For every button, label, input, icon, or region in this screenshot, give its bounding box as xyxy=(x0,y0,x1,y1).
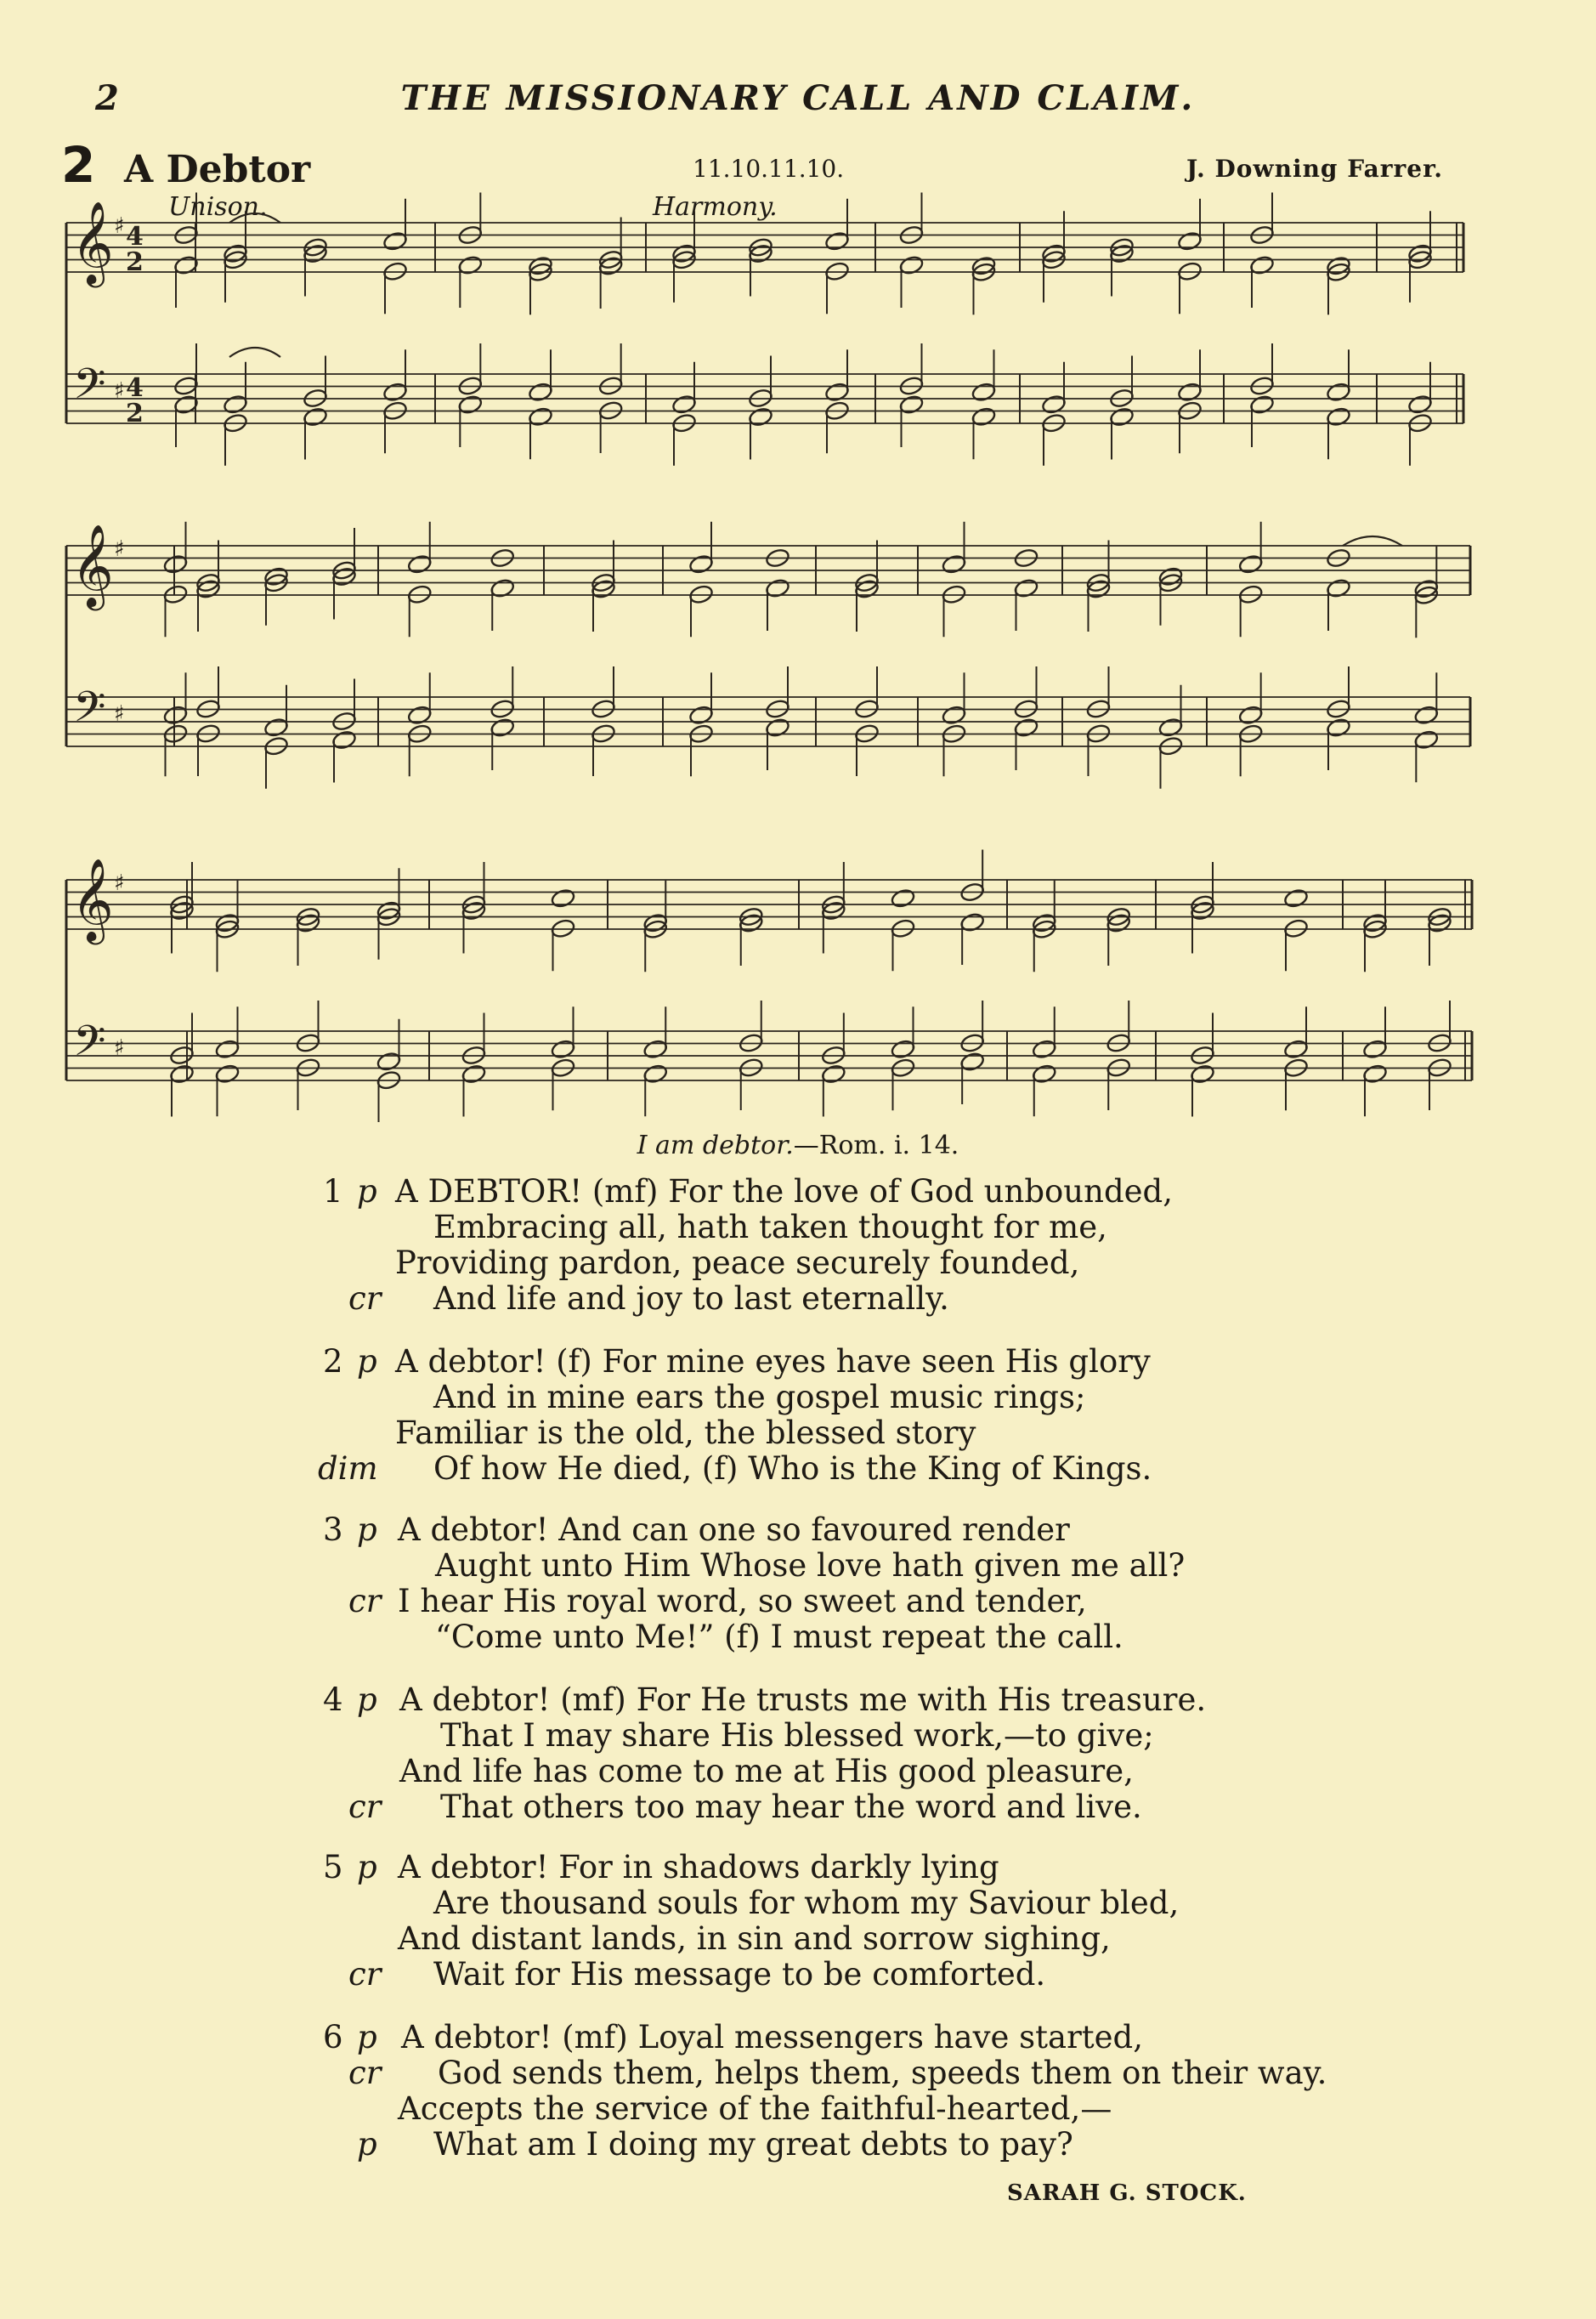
verse-line: And life and joy to last eternally. xyxy=(433,1280,949,1317)
harmony-marking: Harmony. xyxy=(653,192,778,222)
scripture-line xyxy=(0,1131,1596,1160)
verse-line: A debtor! (mf) Loyal messengers have started, xyxy=(401,2019,1143,2055)
verse-dynamic: p xyxy=(357,1849,377,1885)
svg-text:𝄢: 𝄢 xyxy=(73,683,106,742)
svg-text:♯: ♯ xyxy=(114,1035,125,1061)
verse-number: 6 xyxy=(323,2019,343,2055)
svg-text:𝄢: 𝄢 xyxy=(73,1017,106,1076)
verse-dynamic: p xyxy=(357,1681,377,1718)
verse-line: That I may share His blessed work,—to give; xyxy=(440,1717,1154,1754)
verse-line: A debtor! And can one so favoured render xyxy=(398,1511,1070,1548)
verse-line: Accepts the service of the faithful-hearted,— xyxy=(398,2090,1112,2127)
svg-text:♯: ♯ xyxy=(114,536,125,562)
svg-text:4: 4 xyxy=(126,222,144,252)
line-dynamic: p xyxy=(357,2126,377,2163)
verse-number: 5 xyxy=(323,1849,343,1885)
author: SARAH G. STOCK. xyxy=(1007,2180,1247,2206)
scripture-reference: —Rom. i. 14. xyxy=(793,1131,959,1160)
svg-text:♯: ♯ xyxy=(114,701,125,727)
svg-text:♯: ♯ xyxy=(114,213,125,239)
line-dynamic: dim xyxy=(318,1450,378,1487)
svg-text:𝄞: 𝄞 xyxy=(71,201,114,284)
line-dynamic: cr xyxy=(348,1583,382,1619)
verse-line: I hear His royal word, so sweet and tender, xyxy=(398,1583,1087,1619)
verse-line: And in mine ears the gospel music rings; xyxy=(433,1379,1086,1415)
treble-staff-3 xyxy=(66,880,1472,929)
svg-text:2: 2 xyxy=(126,399,144,428)
verse-line: “Come unto Me!” (f) I must repeat the call. xyxy=(435,1619,1123,1655)
svg-text:𝄞: 𝄞 xyxy=(71,858,114,941)
verse-number: 1 xyxy=(323,1173,343,1210)
book-title: THE MISSIONARY CALL AND CLAIM. xyxy=(400,78,1196,118)
verse-line: Are thousand souls for whom my Saviour bled, xyxy=(433,1885,1180,1921)
line-dynamic: cr xyxy=(348,1280,382,1317)
line-dynamic: cr xyxy=(348,1956,382,1993)
page-number: 2 xyxy=(95,78,119,118)
verse-line: A debtor! (f) For mine eyes have seen His glory xyxy=(395,1343,1151,1380)
scripture-text: I am debtor. xyxy=(637,1131,794,1160)
verse-line: Embracing all, hath taken thought for me, xyxy=(433,1209,1107,1245)
verse-dynamic: p xyxy=(357,1173,377,1210)
verse-line: A debtor! For in shadows darkly lying xyxy=(398,1849,999,1885)
svg-text:♯: ♯ xyxy=(114,378,125,404)
line-dynamic: cr xyxy=(348,1789,382,1825)
verse-dynamic: p xyxy=(357,1343,377,1380)
unison-marking: Unison. xyxy=(168,192,268,222)
verse-line: Of how He died, (f) Who is the King of Kings. xyxy=(433,1450,1152,1487)
verse-line: A DEBTOR! (mf) For the love of God unbounded, xyxy=(395,1173,1173,1210)
verse-number: 4 xyxy=(323,1681,343,1718)
verse-line: And life has come to me at His good pleasure, xyxy=(399,1753,1134,1789)
svg-text:♯: ♯ xyxy=(114,870,125,896)
verse-line: That others too may hear the word and live. xyxy=(440,1789,1142,1825)
treble-staff-1 xyxy=(66,223,1463,272)
verse-line: Wait for His message to be comforted. xyxy=(433,1956,1046,1993)
music-score xyxy=(0,0,1596,1122)
verse-line: Familiar is the old, the blessed story xyxy=(395,1415,976,1451)
verse-line: A debtor! (mf) For He trusts me with His treasure. xyxy=(399,1681,1207,1718)
svg-text:2: 2 xyxy=(126,247,144,277)
verse-line: Providing pardon, peace securely founded, xyxy=(395,1245,1080,1281)
verse-line: God sends them, helps them, speeds them on their way. xyxy=(438,2055,1327,2091)
verse-number: 2 xyxy=(323,1343,343,1380)
svg-text:4: 4 xyxy=(126,373,144,403)
hymn-title: A Debtor xyxy=(124,148,311,191)
hymn-number: 2 xyxy=(61,136,96,194)
line-dynamic: cr xyxy=(348,2055,382,2091)
svg-text:𝄞: 𝄞 xyxy=(71,524,114,607)
svg-text:𝄢: 𝄢 xyxy=(73,360,106,419)
verse-line: And distant lands, in sin and sorrow sighing, xyxy=(398,1920,1111,1957)
verse-number: 3 xyxy=(323,1511,343,1548)
composer: J. Downing Farrer. xyxy=(1186,155,1443,183)
verse-line: Aught unto Him Whose love hath given me all? xyxy=(435,1547,1186,1584)
verse-line: What am I doing my great debts to pay? xyxy=(433,2126,1073,2163)
hymn-meter: 11.10.11.10. xyxy=(693,155,845,183)
verse-dynamic: p xyxy=(357,2019,377,2055)
verse-dynamic: p xyxy=(357,1511,377,1548)
bass-staff-3 xyxy=(66,1031,1472,1080)
